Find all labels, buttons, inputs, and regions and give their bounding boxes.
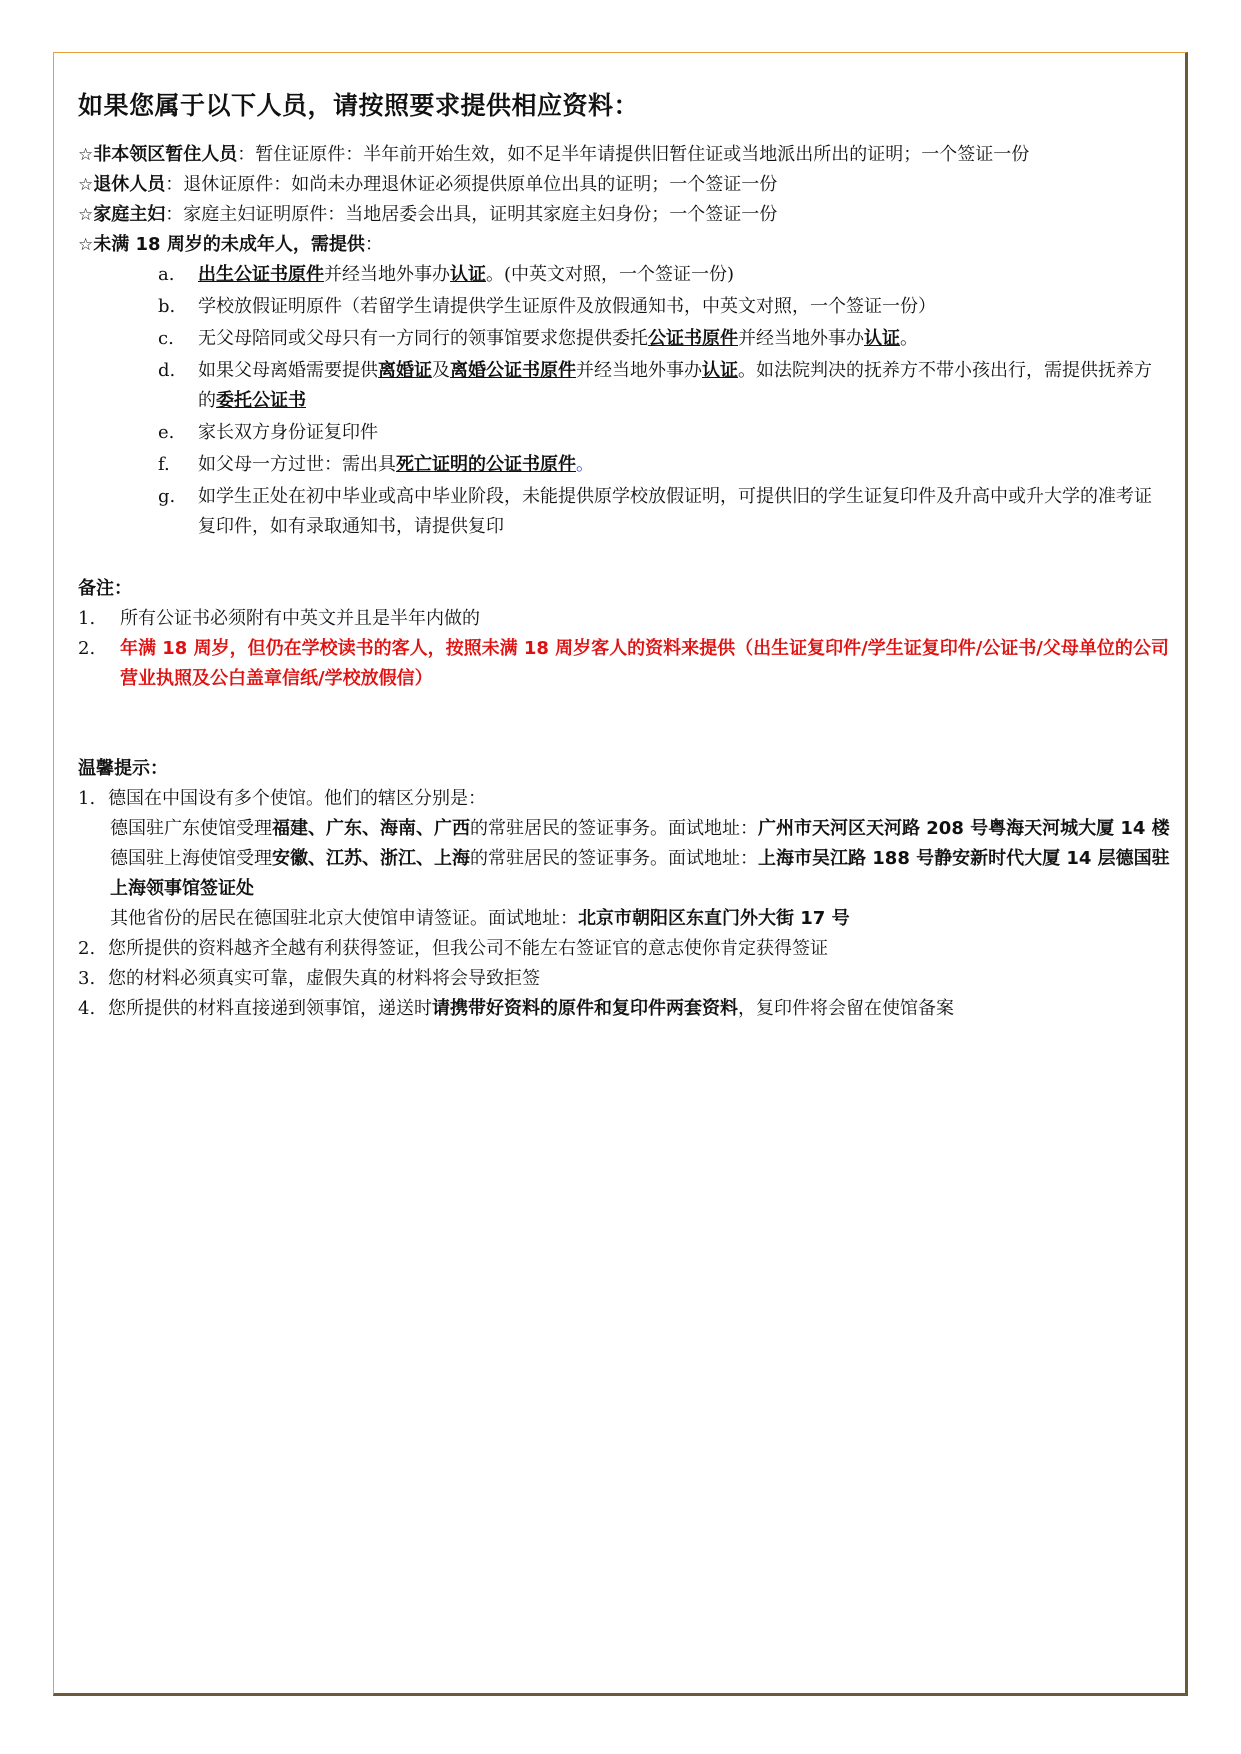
remark-item: 1. 所有公证书必须附有中英文并且是半年内做的 [78, 608, 480, 629]
tips-heading: 温馨提示： [78, 758, 168, 779]
list-item: d. 如果父母离婚需要提供离婚证及离婚公证书原件并经当地外事办认证。如法院判决的抚养方不带小孩出行，需提供抚养方的委托公证书 [158, 360, 1152, 411]
list-item: f. 如父母一方过世：需出具死亡证明的公证书原件。 [158, 454, 594, 475]
category-housewife: ☆家庭主妇：家庭主妇证明原件：当地居委会出具，证明其家庭主妇身份；一个签证一份 [78, 204, 778, 225]
star-icon: ☆ [78, 205, 94, 225]
category-temp-resident: ☆非本领区暂住人员：暂住证原件：半年前开始生效，如不足半年请提供旧暂住证或当地派出所出的证明；一个签证一份 [78, 144, 1030, 165]
document-body [78, 80, 1178, 1024]
page-title: 如果您属于以下人员，请按照要求提供相应资料： [78, 91, 640, 120]
star-icon: ☆ [78, 235, 94, 255]
star-icon: ☆ [78, 175, 94, 195]
remarks-heading: 备注： [78, 578, 132, 599]
tip-item: 3. 您的材料必须真实可靠，虚假失真的材料将会导致拒签 [78, 968, 540, 989]
embassy-beijing: 其他省份的居民在德国驻北京大使馆申请签证。面试地址：北京市朝阳区东直门外大街 17 号 [110, 908, 850, 929]
list-item: c. 无父母陪同或父母只有一方同行的领事馆要求您提供委托公证书原件并经当地外事办认证。 [158, 328, 918, 349]
list-item: b. 学校放假证明原件（若留学生请提供学生证原件及放假通知书，中英文对照，一个签证一份） [158, 296, 936, 317]
list-item: a. 出生公证书原件并经当地外事办认证。(中英文对照，一个签证一份) [158, 264, 735, 285]
embassy-guangzhou: 德国驻广东使馆受理福建、广东、海南、广西的常驻居民的签证事务。面试地址：广州市天河区天河路 208 号粤海天河城大厦 14 楼 [110, 818, 1170, 839]
embassy-shanghai: 德国驻上海使馆受理安徽、江苏、浙江、上海的常驻居民的签证事务。面试地址：上海市吴江路 188 号静安新时代大厦 14 层德国驻上海领事馆签证处 [110, 848, 1170, 899]
star-icon: ☆ [78, 145, 94, 165]
minor-requirements-list [78, 260, 1178, 542]
tip-item: 4. 您所提供的材料直接递到领事馆，递送时请携带好资料的原件和复印件两套资料，复印件将会留在使馆备案 [78, 998, 954, 1019]
category-retired: ☆退休人员：退休证原件：如尚未办理退休证必须提供原单位出具的证明；一个签证一份 [78, 174, 778, 195]
tip-item: 2. 您所提供的资料越齐全越有利获得签证，但我公司不能左右签证官的意志使你肯定获得签证 [78, 938, 828, 959]
list-item: g. 如学生正处在初中毕业或高中毕业阶段，未能提供原学校放假证明，可提供旧的学生证复印件及升高中或升大学的准考证复印件，如有录取通知书，请提供复印 [158, 486, 1152, 537]
tip-item: 1. 德国在中国设有多个使馆。他们的辖区分别是： [78, 788, 486, 809]
list-item: e. 家长双方身份证复印件 [158, 422, 378, 443]
category-minor: ☆未满 18 周岁的未成年人，需提供： [78, 234, 383, 255]
remark-item-highlight: 2. 年满 18 周岁，但仍在学校读书的客人，按照未满 18 周岁客人的资料来提供（出生证复印件/学生证复印件/公证书/父母单位的公司营业执照及公白盖章信纸/学校放假信） [78, 638, 1169, 689]
